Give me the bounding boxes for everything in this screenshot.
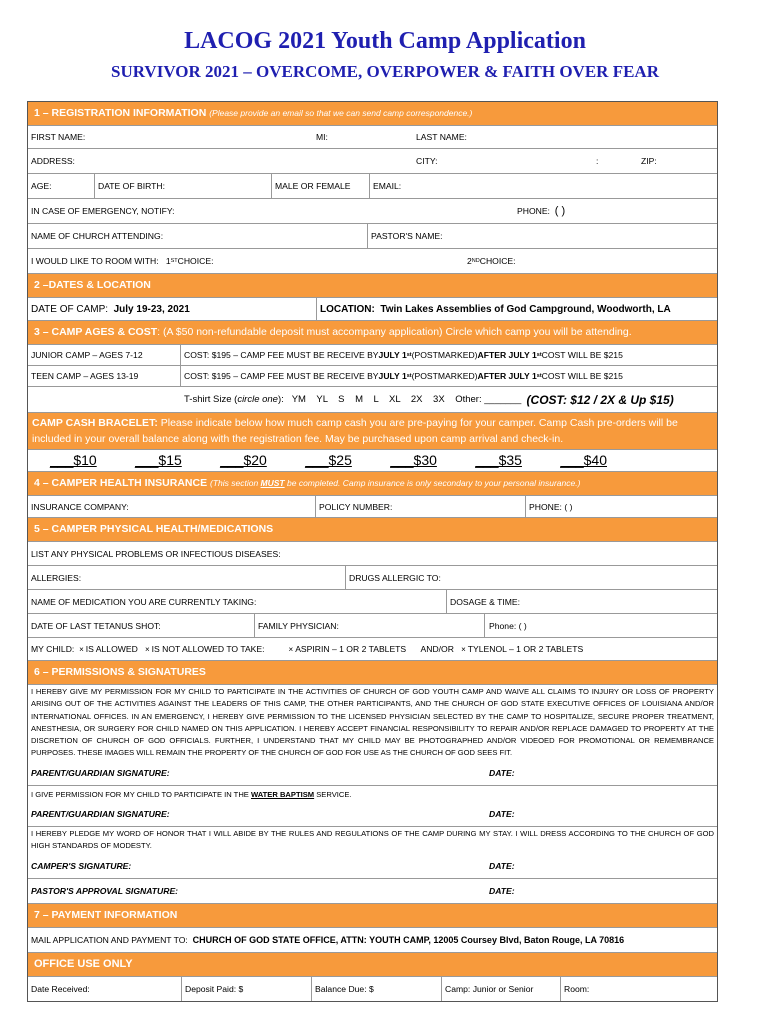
physician-field[interactable]: FAMILY PHYSICIAN:	[255, 614, 485, 637]
balance-due-field[interactable]: Balance Due: $	[312, 977, 442, 1001]
medication-row	[28, 590, 717, 614]
page-subtitle: SURVIVOR 2021 – OVERCOME, OVERPOWER & FAITH OVER FEAR	[111, 62, 659, 81]
last-name-field[interactable]: LAST NAME:	[416, 132, 467, 142]
tshirt-sizes[interactable]: YM YL S M L XL 2X 3X Other: _______	[291, 394, 522, 405]
policy-number-field[interactable]: POLICY NUMBER:	[316, 496, 526, 517]
not-allowed-checkbox[interactable]: ×	[144, 644, 150, 654]
church-row	[28, 224, 717, 249]
tshirt-size-selector[interactable]: T-shirt Size ( circle one ): YM YL S M L XL 2X 3X Other: _______ (COST: $12 / 2X & Up $15)	[184, 392, 674, 407]
deposit-paid-field[interactable]: Deposit Paid: $	[182, 977, 312, 1001]
insurance-phone-field[interactable]: PHONE: ( )	[529, 501, 573, 512]
mail-address: MAIL APPLICATION AND PAYMENT TO: CHURCH OF GOD STATE OFFICE, ATTN: YOUTH CAMP, 12005 Coursey Blvd, Baton Rouge, LA 70816	[31, 934, 625, 945]
section-1-header: 1 – REGISTRATION INFORMATION (Please provide an email so that we can send camp correspondence.)	[28, 102, 717, 126]
drug-allergies-field[interactable]: DRUGS ALLERGIC TO:	[349, 572, 441, 583]
cash-option-30[interactable]: ___$30	[390, 452, 437, 468]
physician-phone-field[interactable]: Phone: ( )	[489, 620, 527, 631]
tetanus-row	[28, 614, 717, 638]
age-row	[28, 174, 717, 199]
section-7-header: 7 – PAYMENT INFORMATION	[28, 904, 717, 928]
room-field[interactable]: Room:	[564, 983, 590, 994]
camper-signature-row[interactable]: CAMPER'S SIGNATURE: DATE:	[28, 854, 717, 879]
address-row	[28, 149, 717, 174]
baptism-statement: I GIVE PERMISSION FOR MY CHILD TO PARTICIPATE IN THE WATER BAPTISM SERVICE.	[31, 789, 352, 799]
zip-field[interactable]: ZIP:	[641, 156, 657, 166]
pledge-statement: I HEREBY PLEDGE MY WORD OF HONOR THAT I WILL ABIDE BY THE RULES AND REGULATIONS OF THE CAMP DURING MY STAY. I WILL DRESS ACCORDING TO THE CHURCH OF GOD HIGH STANDARDS OF MODESTY.	[31, 829, 714, 851]
dob-field[interactable]: DATE OF BIRTH:	[95, 174, 272, 198]
parent-signature-row-2[interactable]: PARENT/GUARDIAN SIGNATURE: DATE:	[28, 802, 717, 827]
email-field[interactable]: EMAIL:	[373, 181, 402, 191]
page-title: LACOG 2021 Youth Camp Application	[184, 28, 586, 54]
cash-option-40[interactable]: ___$40	[560, 452, 607, 468]
allergies-row	[28, 566, 717, 590]
problems-row	[28, 542, 717, 566]
pastor-signature-row[interactable]: PASTOR'S APPROVAL SIGNATURE: DATE:	[28, 879, 717, 904]
teen-camp-label: TEEN CAMP – AGES 13-19	[28, 366, 181, 386]
parent-signature-row-1[interactable]: PARENT/GUARDIAN SIGNATURE: DATE:	[28, 761, 717, 786]
room-second-choice-field[interactable]: 2 ND CHOICE:	[467, 256, 516, 266]
state-field[interactable]: :	[596, 156, 599, 166]
allergies-field[interactable]: ALLERGIES:	[28, 566, 346, 589]
pastor-field[interactable]: PASTOR'S NAME:	[371, 231, 443, 241]
insurance-company-field[interactable]: INSURANCE COMPANY:	[28, 496, 316, 517]
mail-row	[28, 928, 717, 953]
city-field[interactable]: CITY:	[416, 156, 438, 166]
age-field[interactable]: AGE:	[28, 174, 95, 198]
camp-date: DATE OF CAMP: July 19-23, 2021	[28, 298, 317, 320]
section-3-header: 3 – CAMP AGES & COST: (A $50 non-refundable deposit must accompany application) Circle which camp you will be attending.	[28, 321, 717, 345]
section-4-header: 4 – CAMPER HEALTH INSURANCE (This section MUST be completed. Camp insurance is only secondary to your personal insurance.)	[28, 472, 717, 496]
cash-option-20[interactable]: ___$20	[220, 452, 267, 468]
section-2-header: 2 –DATES & LOCATION	[28, 274, 717, 298]
tetanus-field[interactable]: DATE OF LAST TETANUS SHOT:	[28, 614, 255, 637]
emergency-field[interactable]: IN CASE OF EMERGENCY, NOTIFY:	[31, 206, 175, 216]
mi-field[interactable]: MI:	[316, 132, 328, 142]
junior-camp-row[interactable]	[28, 345, 717, 366]
room-row	[28, 249, 717, 274]
aspirin-checkbox[interactable]: ×	[288, 644, 294, 654]
tylenol-checkbox[interactable]: ×	[461, 644, 466, 654]
cash-option-15[interactable]: ___$15	[135, 452, 182, 468]
teen-camp-cost: COST: $195 – CAMP FEE MUST BE RECEIVE BY JULY 1 st (POSTMARKED) AFTER JULY 1 st COST WILL BE $215	[184, 371, 623, 381]
camp-type-field[interactable]: Camp: Junior or Senior	[442, 977, 561, 1001]
first-name-field[interactable]: FIRST NAME:	[31, 132, 86, 142]
allowed-checkbox[interactable]: ×	[79, 644, 84, 654]
office-row	[28, 977, 717, 1001]
address-field[interactable]: ADDRESS:	[31, 156, 75, 166]
cash-option-10[interactable]: ___$10	[50, 452, 97, 468]
permission-statement: I HEREBY GIVE MY PERMISSION FOR MY CHILD TO PARTICIPATE IN THE ACTIVITIES OF CHURCH OF GOD YOUTH CAMP AND WAIVE ALL CLAIMS TO INJURY OR LOSS OF PROPERTY ARISING OUT OF THE ACTIVITIES AGAINST THE LEADERS OF THIS CAMP, THE OTHER PARTICIPANTS, AND THE CHURCH OF GOD STATE EXECUTIVE OFFICES OF LOUISIANA AND/OR INTERNATIONAL OFFICES. IN AN EMERGENCY, I HEREBY GIVE PERMISSION TO THE LICENSED PHYSICIAN SELECTED BY THE CAMP TO HOSPITALIZE, SECURE PROPER TREATMENT, ANESTHESIA, OR SURGERY FOR CHILD NAMED ON THIS APPLICATION. I HEREBY ACCEPT FINANCIAL RESPONSIBILITY TO REPAIR AND/OR REPLACE DAMAGED TO PROPERTY AT THE DISCRETION OF CHURCH OF GOD OFFICIALS. FURTHER, I UNDERSTAND THAT MY CHILD MAY BE PHOTOGRAPHED AND/OR VIDEOED FOR PROMOTIONAL OR REMEMBRANCE PURPOSES. THESE IMAGES WILL REMAIN THE PROPERTY OF THE CHURCH OF GOD FOR USE AS THE CHURCH OF GOD SEES FIT.	[31, 687, 714, 758]
date-received-field[interactable]: Date Received:	[28, 977, 182, 1001]
gender-field[interactable]: MALE OR FEMALE	[272, 174, 370, 198]
insurance-row	[28, 496, 717, 518]
room-first-choice-field[interactable]: I WOULD LIKE TO ROOM WITH: 1 ST CHOICE:	[31, 256, 214, 266]
physical-problems-field[interactable]: LIST ANY PHYSICAL PROBLEMS OR INFECTIOUS DISEASES:	[31, 548, 281, 559]
tshirt-cost: (COST: $12 / 2X & Up $15)	[526, 392, 674, 407]
dates-row	[28, 298, 717, 321]
dosage-field[interactable]: DOSAGE & TIME:	[450, 596, 521, 607]
medication-field[interactable]: NAME OF MEDICATION YOU ARE CURRENTLY TAKING:	[28, 590, 447, 613]
junior-camp-cost: COST: $195 – CAMP FEE MUST BE RECEIVE BY JULY 1 st (POSTMARKED) AFTER JULY 1 st COST WILL BE $215	[184, 350, 623, 360]
tshirt-row	[28, 387, 717, 413]
cash-option-25[interactable]: ___$25	[305, 452, 352, 468]
application-form	[27, 101, 718, 1002]
junior-camp-label: JUNIOR CAMP – AGES 7-12	[28, 345, 181, 365]
cash-option-35[interactable]: ___$35	[475, 452, 522, 468]
teen-camp-row[interactable]	[28, 366, 717, 387]
emergency-phone-field[interactable]: PHONE: ( )	[517, 205, 566, 217]
medication-permission-row: MY CHILD: × IS ALLOWED × IS NOT ALLOWED TO TAKE: × ASPIRIN – 1 OR 2 TABLETS AND/OR × TYLENOL – 1 OR 2 TABLETS	[28, 638, 717, 661]
camp-cash-amounts	[28, 450, 717, 472]
camp-cash-info: CAMP CASH BRACELET: Please indicate below how much camp cash you are pre-paying for your camper. Camp Cash pre-orders will be included in your overall balance along with the registration fee. May be purchased upon camp arrival and check-in.	[28, 413, 717, 450]
section-6-header: 6 – PERMISSIONS & SIGNATURES	[28, 661, 717, 685]
name-row	[28, 126, 717, 149]
camp-location: LOCATION: Twin Lakes Assemblies of God Campground, Woodworth, LA	[320, 303, 671, 315]
section-5-header: 5 – CAMPER PHYSICAL HEALTH/MEDICATIONS	[28, 518, 717, 542]
office-use-header: OFFICE USE ONLY	[28, 953, 717, 977]
church-field[interactable]: NAME OF CHURCH ATTENDING:	[28, 224, 368, 248]
emergency-row	[28, 199, 717, 224]
